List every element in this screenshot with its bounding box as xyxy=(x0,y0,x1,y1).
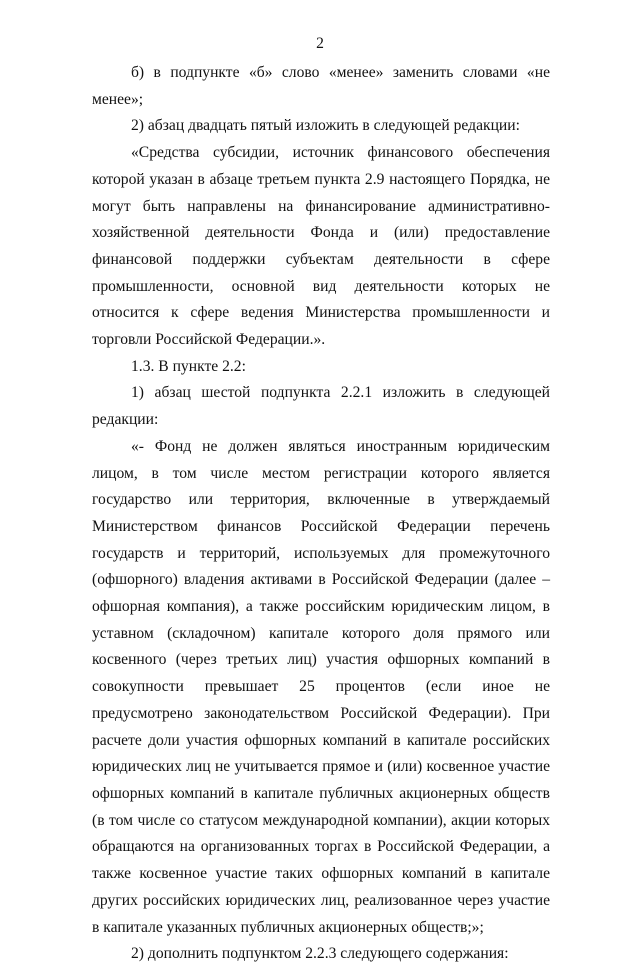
paragraph-quote-fund: «- Фонд не должен являться иностранным юридическим лицом, в том числе местом регистрации которого является государство или территория, включенные в утверждаемый Министерством финансов Российской Федерации перечень государств и территорий, используемых для промежуточного (офшорного) владения активами в Российской Федерации (далее – офшорная компания), а также российским юридическим лицом, в уставном (складочном) капитале которого доля прямого или косвенного (через третьих лиц) участия офшорных компаний в совокупности превышает 25 процентов (если иное не предусмотрено законодательством Российской Федерации). При расчете доли участия офшорных компаний в капитале российских юридических лиц не учитывается прямое и (или) косвенное участие офшорных компаний в капитале публичных акционерных обществ (в том числе со статусом международной компании), акции которых обращаются на организованных торгах в Российской Федерации, а также косвенное участие таких офшорных компаний в капитале других российских юридических лиц, реализованное через участие в капитале указанных публичных акционерных обществ;»; xyxy=(92,437,550,936)
page-number: 2 xyxy=(316,35,324,52)
paragraph-section-1-3: 1.3. В пункте 2.2: xyxy=(131,357,246,375)
paragraph-subpoint-b: б) в подпункте «б» слово «менее» заменить словами «не менее»; xyxy=(92,64,550,108)
paragraph-item-2-add: 2) дополнить подпунктом 2.2.3 следующего содержания: xyxy=(131,945,509,963)
paragraph-item-2: 2) абзац двадцать пятый изложить в следующей редакции: xyxy=(131,117,520,135)
paragraph-item-1: 1) абзац шестой подпункта 2.2.1 изложить в следующей редакции: xyxy=(92,384,550,429)
document-body xyxy=(92,60,550,968)
paragraph-quote-subsidy: «Средства субсидии, источник финансового обеспечения которой указан в абзаце третьем пункта 2.9 настоящего Порядка, не могут быть направлены на финансирование административно-хозяйственной деятельности Фонда и (или) предоставление финансовой поддержки субъектам деятельности в сфере промышленности, основной вид деятельности которых не относится к сфере ведения Министерства промышленности и торговли Российской Федерации.». xyxy=(92,144,550,349)
